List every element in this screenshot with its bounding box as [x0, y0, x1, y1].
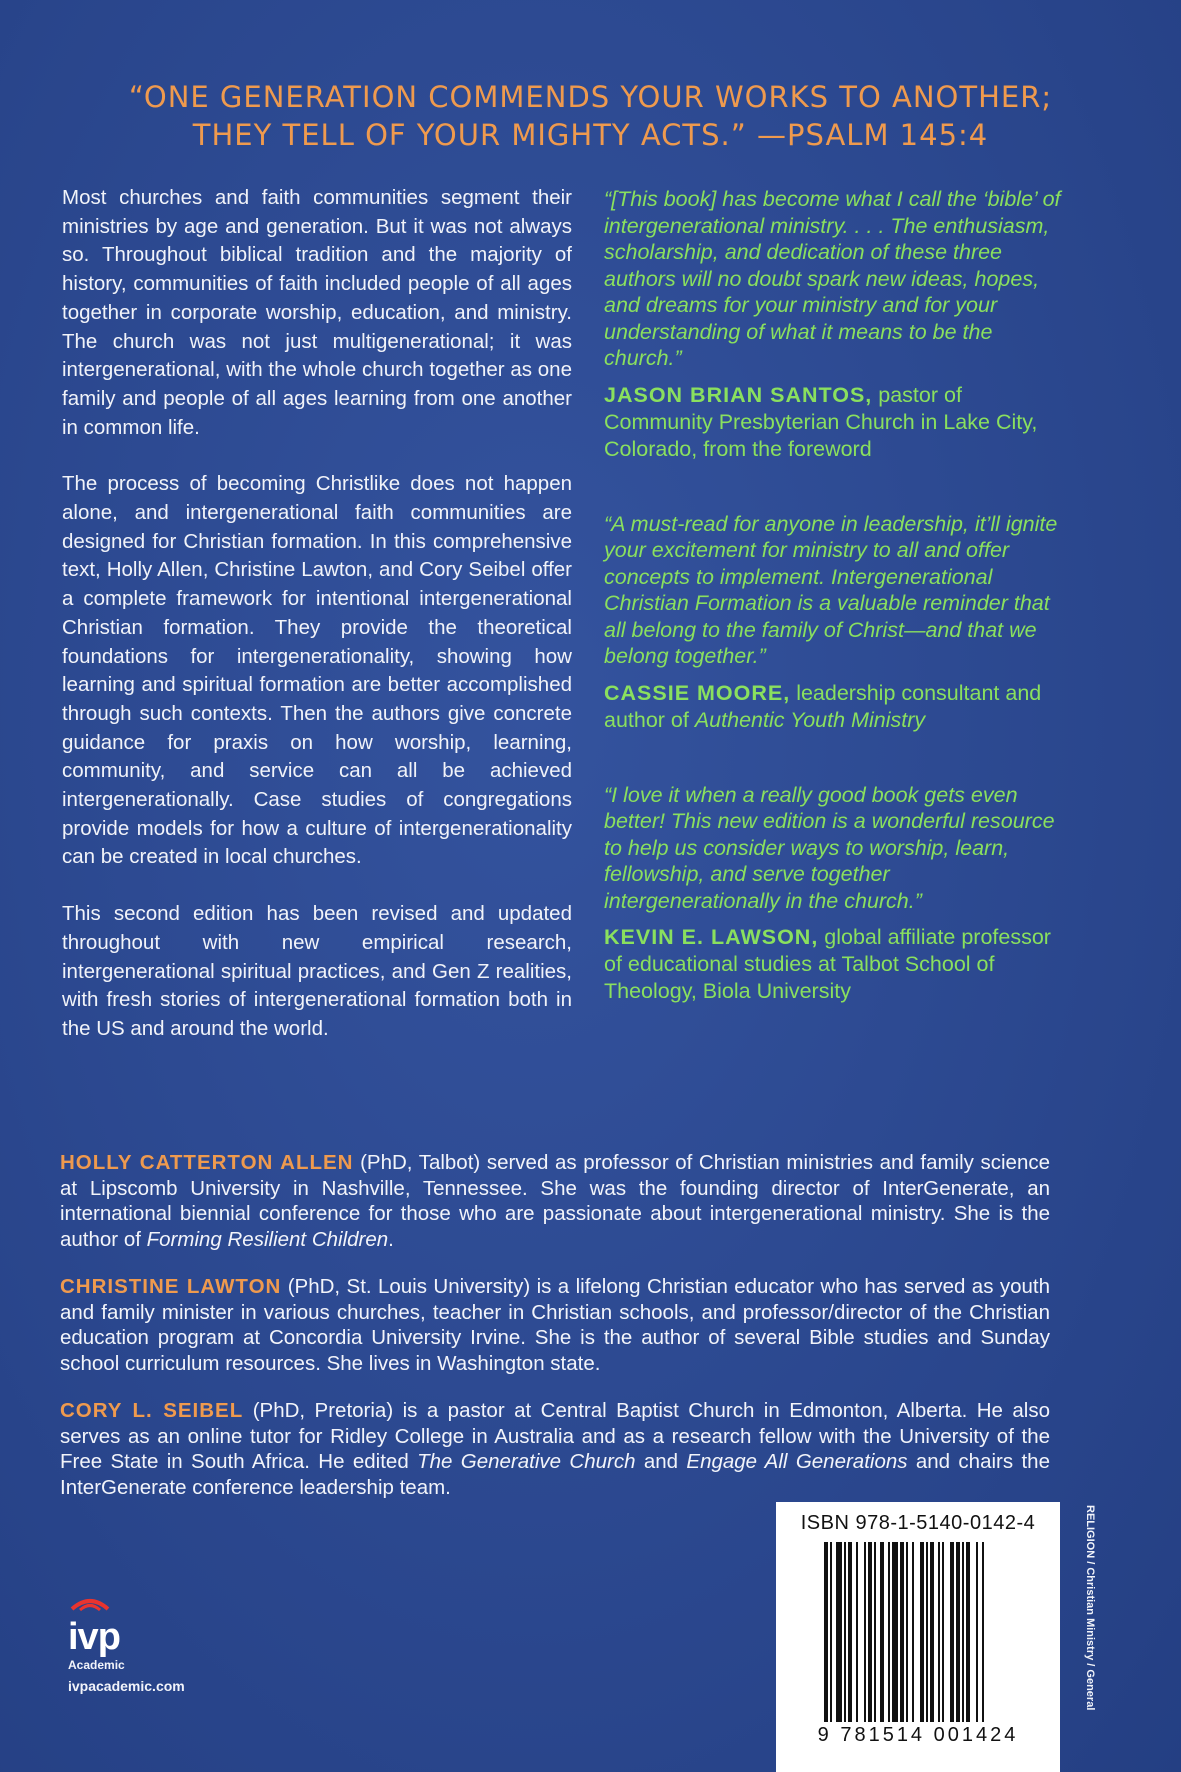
endorser-role: pastor of Community Presbyterian Church in Lake City, Colorado, from the foreword — [604, 382, 1038, 461]
author-name: HOLLY CATTERTON ALLEN — [60, 1151, 354, 1174]
description-paragraph: Most churches and faith communities segment their ministries by age and generation. But it was not always so. Throughout biblical tradition and the majority of history, communities of faith included people of all ages together in corporate worship, education, and ministry. The church was not just multigenerational; it was intergenerational, with the whole church together as one family and people of all ages learning from one another in common life. — [62, 186, 572, 439]
endorsement-quote: “I love it when a really good book gets even better! This new edition is a wonderful resource to help us consider ways to worship, learn, fellowship, and serve together intergenerationally in the church.” — [604, 782, 1055, 913]
isbn-barcode — [776, 1502, 1060, 1772]
author-book-title: Engage All Generations — [686, 1450, 908, 1473]
epigraph — [40, 78, 1141, 154]
description-paragraph: The process of becoming Christlike does not happen alone, and intergenerational faith communities are designed for Christian formation. In this comprehensive text, Holly Allen, Christine Lawton, and Cory Seibel offer a complete framework for intentional intergenerational Christian formation. They provide the theoretical foundations for intergenerationality, showing how learning and spiritual formation are better accomplished through such contexts. Then the authors give concrete guidance for praxis on how worship, learning, community, and service can all be achieved intergenerationally. Case studies of congregations provide models for how a culture of intergenerationality can be created in local churches. — [62, 472, 572, 869]
author-bio-mid: and — [635, 1450, 687, 1473]
endorser-name: JASON BRIAN SANTOS, — [604, 382, 873, 407]
publisher-imprint: Academic — [68, 1658, 125, 1672]
author-bios — [60, 1150, 1050, 1522]
author-book-title: The Generative Church — [417, 1450, 636, 1473]
isbn-digits: 9 781514 001424 — [817, 1724, 1019, 1746]
author-bio-text: (PhD, St. Louis University) is a lifelong Christian educator who has served as youth and family minister in various churches, teacher in Christian schools, and professor/director of the Christian education program at Concordia University Irvine. She is the author of several Bible studies and Sunday school curriculum resources. She lives in Washington state. — [60, 1275, 1050, 1375]
endorser-name: CASSIE MOORE, — [604, 680, 791, 705]
endorsement-attribution — [604, 924, 1066, 1005]
description-paragraph: This second edition has been revised and updated throughout with new empirical research, intergenerational spiritual practices, and Gen Z realities, with fresh stories of intergenerational formation both in the US and around the world. — [62, 902, 572, 1040]
author-bio-text: (PhD, Talbot) served as professor of Christian ministries and family science at Lipscomb University in Nashville, Tennessee. She was the founding director of InterGenerate, an international biennial conference for those who are passionate about intergenerational ministry. She is the author of — [60, 1151, 1051, 1251]
publisher-wordmark: ivp — [68, 1616, 120, 1658]
author-bio — [60, 1398, 1050, 1500]
author-bio — [60, 1150, 1050, 1252]
author-name: CORY L. SEIBEL — [60, 1399, 244, 1422]
isbn-label: ISBN 978-1-5140-0142-4 — [800, 1512, 1036, 1534]
author-name: CHRISTINE LAWTON — [60, 1275, 282, 1298]
endorser-role: global affiliate professor of educational studies at Talbot School of Theology, Biola University — [604, 925, 1051, 1003]
epigraph-line-1: “ONE GENERATION COMMENDS YOUR WORKS TO ANOTHER; — [128, 80, 1053, 114]
endorser-name: KEVIN E. LAWSON, — [604, 925, 819, 949]
barcode-icon — [824, 1542, 1014, 1722]
book-description — [62, 184, 572, 1072]
epigraph-line-2: THEY TELL OF YOUR MIGHTY ACTS.” —PSALM 145:4 — [192, 118, 989, 152]
author-bio — [60, 1274, 1050, 1376]
author-bio-end: . — [388, 1227, 394, 1251]
endorsement-quote: “[This book] has become what I call the ‘bible’ of intergenerational ministry. . . . The enthusiasm, scholarship, and dedication of these three authors will no doubt spark new ideas, hopes, and dreams for your ministry and for your understanding of what it means to be the church.” — [604, 187, 1061, 370]
endorser-book-title: Authentic Youth Ministry — [694, 707, 926, 732]
author-bio-end: and chairs the InterGenerate conference leadership team. — [60, 1450, 1050, 1499]
endorser-role: leadership consultant and author of — [604, 680, 1042, 732]
signal-arcs-icon — [68, 1595, 112, 1611]
publisher-logo — [68, 1595, 168, 1672]
endorsement-attribution — [604, 382, 1066, 463]
endorsement-attribution — [604, 680, 1066, 734]
author-book-title: Forming Resilient Children — [146, 1227, 389, 1251]
endorsement-quote: “A must-read for anyone in leadership, it’ll ignite your excitement for ministry to all and offer concepts to implement. Intergenerational Christian Formation is a valuable reminder that all belong to the family of Christ—and that we belong together.” — [604, 511, 1058, 668]
author-bio-text: (PhD, Pretoria) is a pastor at Central Baptist Church in Edmonton, Alberta. He also serves as an online tutor for Ridley College in Australia and as a research fellow with the University of the Free State in South Africa. He edited — [60, 1399, 1051, 1473]
category-label: RELIGION / Christian Ministry / General — [1084, 1505, 1096, 1711]
endorsements — [604, 186, 1066, 1053]
publisher-url: ivpacademic.com — [68, 1678, 185, 1694]
